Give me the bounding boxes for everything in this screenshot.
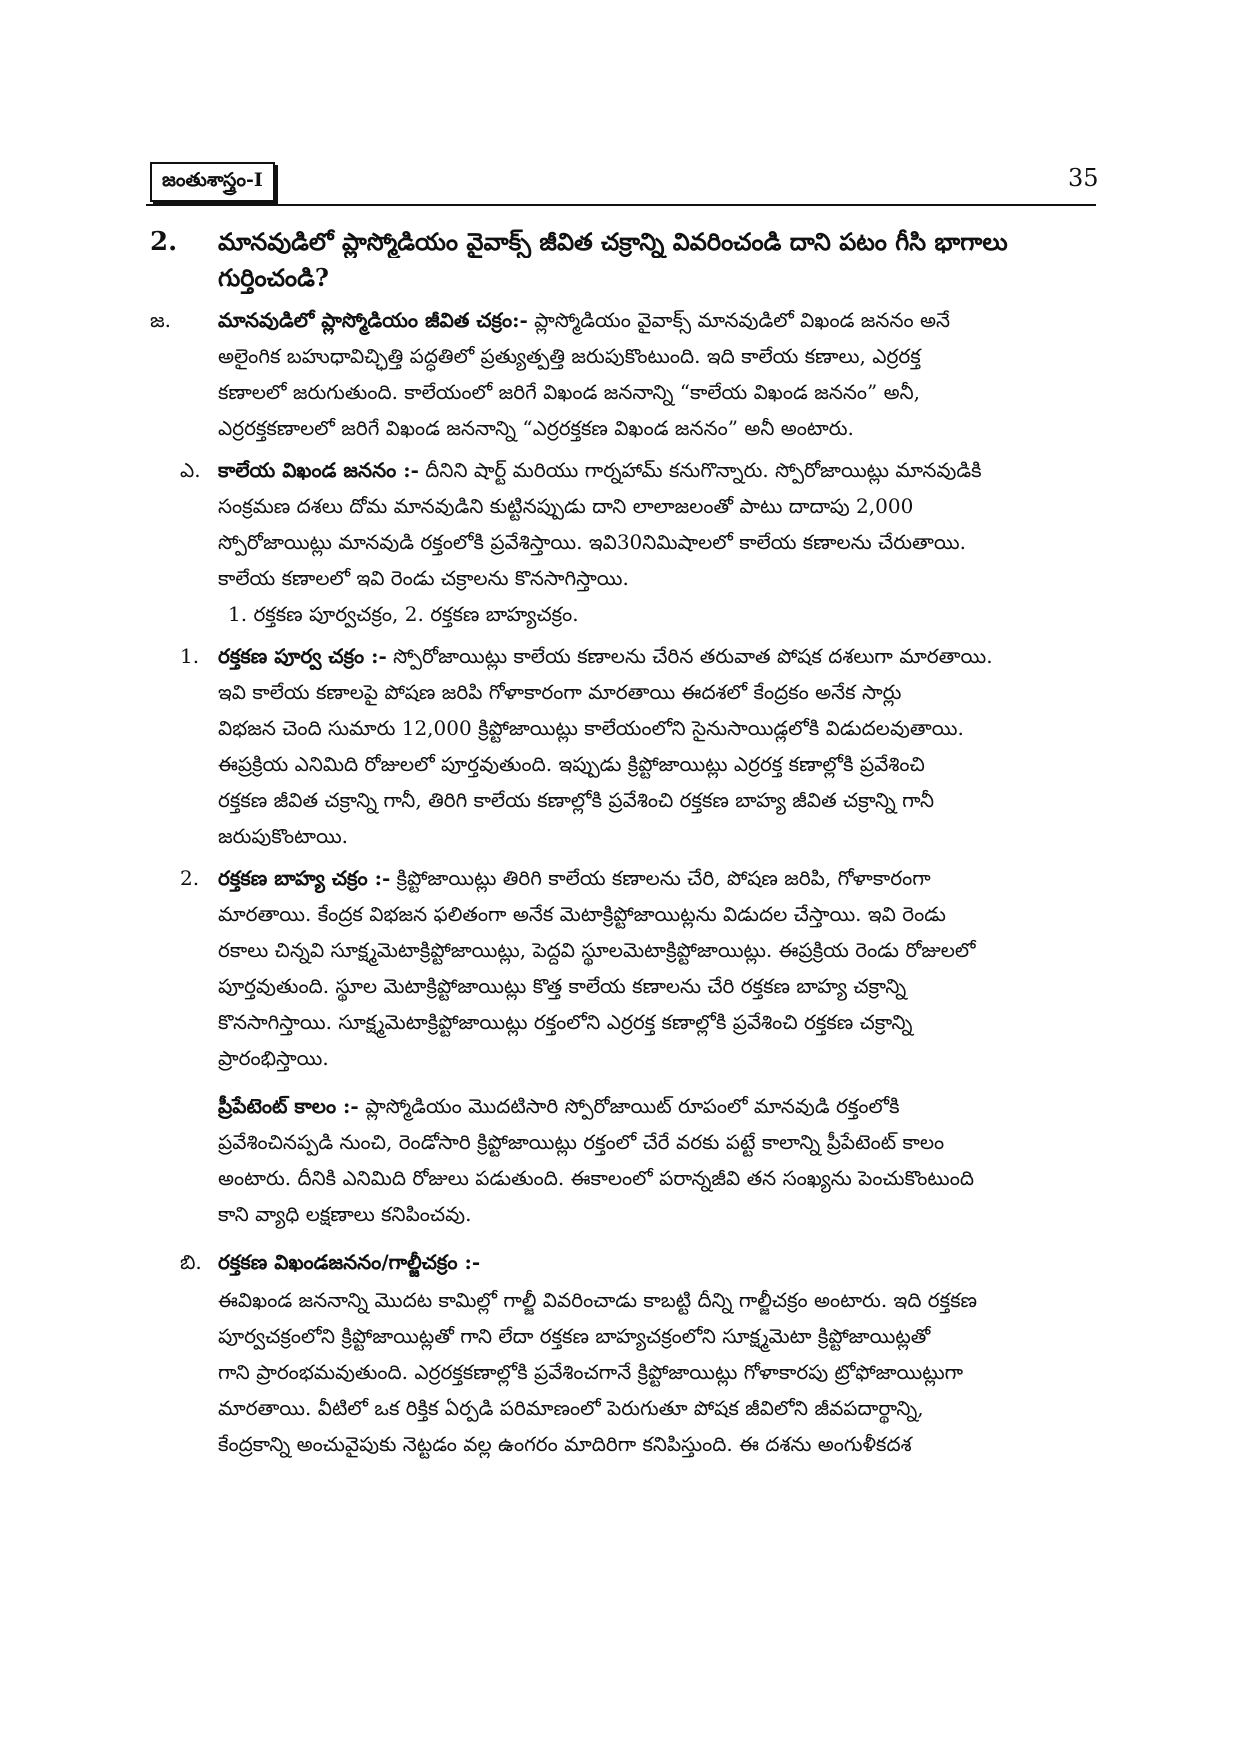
prepatent-line: [218, 1090, 1098, 1122]
running-header-title: జంతుశాస్త్రం-I: [150, 162, 275, 202]
answer-line: కణాలలో జరుగుతుంది. కాలేయంలో జరిగే విఖండ జననాన్ని “కాలేయ విఖండ జననం” అనీ,: [218, 380, 921, 404]
item-2-text: క్రిప్టోజాయిట్లు తిరిగి కాలేయ కణాలను చేరి, పోషణ జరిపి, గోళాకారంగా: [390, 866, 931, 890]
item-1-heading: రక్తకణ పూర్వ చక్రం :-: [218, 644, 387, 668]
prepatent-line: కాని వ్యాధి లక్షణాలు కనిపించవు.: [218, 1202, 472, 1226]
answer-text: ప్లాస్మోడియం వైవాక్స్ మానవుడిలో విఖండ జననం అనే: [527, 308, 951, 332]
prepatent-text: ప్లాస్మోడియం మొదటిసారి స్పోరోజాయిట్ రూపంలో మానవుడి రక్తంలోకి: [358, 1094, 900, 1118]
item-2-heading: రక్తకణ బాహ్య చక్రం :-: [218, 866, 391, 890]
question-line: గుర్తించండి?: [218, 263, 329, 292]
answer-line: ఎర్రరక్తకణాలలో జరిగే విఖండ జననాన్ని “ఎర్రరక్తకణ విఖండ జననం” అనీ అంటారు.: [218, 416, 854, 440]
section-a-line: స్పోరోజాయిట్లు మానవుడి రక్తంలోకి ప్రవేశిస్తాయి. ఇవి30నిమిషాలలో కాలేయ కణాలను చేరుతాయి.: [218, 530, 966, 554]
item-2-line: [218, 862, 1098, 894]
section-a-text: దీనిని షార్ట్ మరియు గార్నహామ్ కనుగొన్నారు. స్పోరోజాయిట్లు మానవుడికి: [418, 458, 982, 482]
question-number: 2.: [150, 227, 178, 257]
item-1-marker: 1.: [180, 644, 200, 668]
item-2-line: ప్రారంభిస్తాయి.: [218, 1046, 329, 1070]
prepatent-line: ప్రవేశించినప్పడి నుంచి, రెండోసారి క్రిప్టోజాయిట్లు రక్తంలో చేరే వరకు పట్టే కాలాన్ని ప్రీపేటెంట్ కాలం: [218, 1130, 945, 1154]
section-b-line: ఈవిఖండ జననాన్ని మొదట కామిల్లో గాల్జీ వివరించాడు కాబట్టి దీన్ని గాల్జీచక్రం అంటారు. ఇది రక్తకణ: [218, 1288, 978, 1312]
item-2-line: మారతాయి. కేంద్రక విభజన ఫలితంగా అనేక మెటాక్రిప్టోజాయిట్లను విడుదల చేస్తాయి. ఇవి రెండు: [218, 902, 946, 926]
question-line: మానవుడిలో ప్లాస్మోడియం వైవాక్స్ జీవిత చక్రాన్ని వివరించండి దాని పటం గీసి భాగాలు: [218, 227, 1008, 256]
section-a-marker: ఎ.: [180, 458, 201, 482]
item-1-line: ఇవి కాలేయ కణాలపై పోషణ జరిపి గోళాకారంగా మారతాయి ఈదశలో కేంద్రకం అనేక సార్లు: [218, 680, 902, 704]
section-b-line: పూర్వచక్రంలోని క్రిప్టోజాయిట్లతో గాని లేదా రక్తకణ బాహ్యచక్రంలోని సూక్ష్మమెటా క్రిప్టోజాయిట్లతో: [218, 1324, 931, 1348]
item-2-line: రకాలు చిన్నవి సూక్ష్మమెటాక్రిప్టోజాయిట్లు, పెద్దవి స్థూలమెటాక్రిప్టోజాయిట్లు. ఈప్రక్రియ రెండు రోజులలో: [218, 938, 976, 962]
section-a-line: 1. రక్తకణ పూర్వచక్రం, 2. రక్తకణ బాహ్యచక్రం.: [228, 602, 579, 626]
section-a-line: సంక్రమణ దశలు దోమ మానవుడిని కుట్టినప్పుడు దాని లాలాజలంతో పాటు దాదాపు 2,000: [218, 494, 914, 518]
page-number: 35: [1068, 164, 1099, 192]
item-1-line: విభజన చెంది సుమారు 12,000 క్రిప్టోజాయిట్లు కాలేయంలోని సైనుసాయిడ్లలోకి విడుదలవుతాయి.: [218, 716, 964, 740]
answer-heading: మానవుడిలో ప్లాస్మోడియం జీవిత చక్రం:-: [218, 308, 528, 332]
section-b-heading: రక్తకణ విఖండజననం/గాల్జీచక్రం :-: [218, 1250, 481, 1274]
item-1-text: స్పోరోజాయిట్లు కాలేయ కణాలను చేరిన తరువాత పోషక దశలుగా మారతాయి.: [386, 644, 993, 668]
prepatent-heading: ప్రీపేటెంట్ కాలం :-: [218, 1094, 359, 1118]
section-a-heading: కాలేయ విఖండ జననం :-: [218, 458, 419, 482]
section-b-line: కేంద్రకాన్ని అంచువైపుకు నెట్టడం వల్ల ఉంగరం మాదిరిగా కనిపిస్తుంది. ఈ దశను అంగుళీకదశ: [218, 1432, 912, 1456]
section-a-line: [218, 454, 1098, 486]
section-b-line: గాని ప్రారంభమవుతుంది. ఎర్రరక్తకణాల్లోకి ప్రవేశించగానే క్రిప్టోజాయిట్లు గోళాకారపు ట్రోఫోజాయిట్లుగా: [218, 1360, 964, 1384]
header-rule: [146, 204, 1096, 206]
item-2-marker: 2.: [180, 866, 200, 890]
answer-marker: జ.: [150, 308, 171, 332]
item-2-line: పూర్తవుతుంది. స్థూల మెటాక్రిప్టోజాయిట్లు కొత్త కాలేయ కణాలను చేరి రక్తకణ బాహ్య చక్రాన్ని: [218, 974, 907, 998]
item-2-line: కొనసాగిస్తాయి. సూక్ష్మమెటాక్రిప్టోజాయిట్లు రక్తంలోని ఎర్రరక్త కణాల్లోకి ప్రవేశించి రక్తకణ చక్రాన్ని: [218, 1010, 913, 1034]
answer-line: అలైంగిక బహుధావిచ్ఛిత్తి పద్ధతిలో ప్రత్యుత్పత్తి జరుపుకొంటుంది. ఇది కాలేయ కణాలు, ఎర్రరక్త: [218, 344, 921, 368]
answer-line: [218, 304, 1098, 336]
item-1-line: జరుపుకొంటాయి.: [218, 824, 349, 848]
section-a-line: కాలేయ కణాలలో ఇవి రెండు చక్రాలను కొనసాగిస్తాయి.: [218, 566, 629, 590]
item-1-line: ఈప్రక్రియ ఎనిమిది రోజులలో పూర్తవుతుంది. ఇప్పుడు క్రిప్టోజాయిట్లు ఎర్రరక్త కణాల్లోకి ప్రవేశించి: [218, 752, 925, 776]
section-b-marker: బి.: [180, 1250, 202, 1274]
prepatent-line: అంటారు. దీనికి ఎనిమిది రోజులు పడుతుంది. ఈకాలంలో పరాన్నజీవి తన సంఖ్యను పెంచుకొంటుంది: [218, 1166, 974, 1190]
item-1-line: [218, 640, 1098, 672]
section-b-line: మారతాయి. వీటిలో ఒక రిక్తిక ఏర్పడి పరిమాణంలో పెరుగుతూ పోషక జీవిలోని జీవపదార్థాన్ని,: [218, 1396, 924, 1420]
item-1-line: రక్తకణ జీవిత చక్రాన్ని గానీ, తిరిగి కాలేయ కణాల్లోకి ప్రవేశించి రక్తకణ బాహ్య జీవిత చక్రాన్ని గానీ: [218, 788, 935, 812]
